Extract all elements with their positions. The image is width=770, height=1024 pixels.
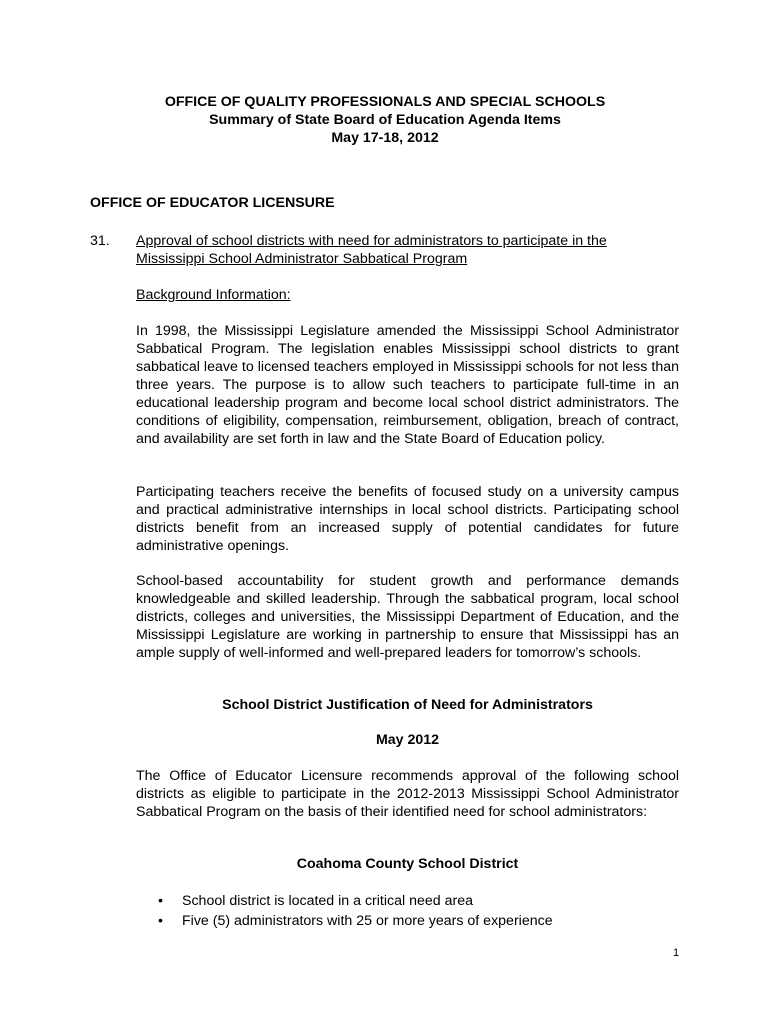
- district-heading: Coahoma County School District: [296, 856, 519, 872]
- header-office-title: OFFICE OF QUALITY PROFESSIONALS AND SPECIAL SCHOOLS: [164, 94, 606, 110]
- header-meeting-date: May 17-18, 2012: [331, 130, 439, 146]
- section-title: OFFICE OF EDUCATOR LICENSURE: [90, 195, 335, 211]
- list-item-text: Five (5) administrators with 25 or more years of experience: [182, 913, 553, 929]
- list-item: [136, 912, 679, 932]
- paragraph-benefits: Participating teachers receive the benefits of focused study on a university campus and practical administrative internships in local school districts. Participating school districts benefit from an increased supply of potential candidates for future administrative openings.: [136, 484, 679, 554]
- agenda-item-title-line1: Approval of school districts with need for administrators to participate in the: [136, 233, 607, 249]
- list-item: [136, 892, 679, 912]
- bullet-icon: •: [158, 893, 163, 909]
- bullet-icon: •: [158, 913, 163, 929]
- justification-date: May 2012: [375, 732, 440, 748]
- page-number: 1: [673, 947, 680, 959]
- justification-heading: School District Justification of Need for Administrators: [222, 697, 593, 713]
- paragraph-recommendation: The Office of Educator Licensure recommends approval of the following school districts as eligible to participate in the 2012-2013 Mississippi School Administrator Sabbatical Program on the basis of their identified need for school administrators:: [136, 768, 679, 820]
- agenda-item-title: [136, 232, 684, 268]
- agenda-item-title-line2: Mississippi School Administrator Sabbatical Program: [136, 251, 468, 267]
- paragraph-legislation: In 1998, the Mississippi Legislature amended the Mississippi School Administrator Sabbatical Program. The legislation enables Mississippi school districts to grant sabbatical leave to licensed teachers employed in Mississippi schools for not less than three years. The purpose is to allow such teachers to participate full-time in an educational leadership program and become local school district administrators. The conditions of eligibility, compensation, reimbursement, obligation, breach of contract, and availability are set forth in law and the State Board of Education policy.: [136, 323, 679, 447]
- background-label: Background Information:: [136, 287, 291, 303]
- document-header: [0, 93, 770, 147]
- district-justification-list: [136, 892, 679, 932]
- header-summary-title: Summary of State Board of Education Agenda Items: [209, 112, 561, 128]
- agenda-item-number: 31.: [90, 233, 110, 249]
- paragraph-accountability: School-based accountability for student growth and performance demands knowledgeable and skilled leadership. Through the sabbatical program, local school districts, colleges and universities, the Mississippi Department of Education, and the Mississippi Legislature are working in partnership to ensure that Mississippi has an ample supply of well-informed and well-prepared leaders for tomorrow’s schools.: [136, 573, 679, 661]
- list-item-text: School district is located in a critical need area: [182, 893, 473, 909]
